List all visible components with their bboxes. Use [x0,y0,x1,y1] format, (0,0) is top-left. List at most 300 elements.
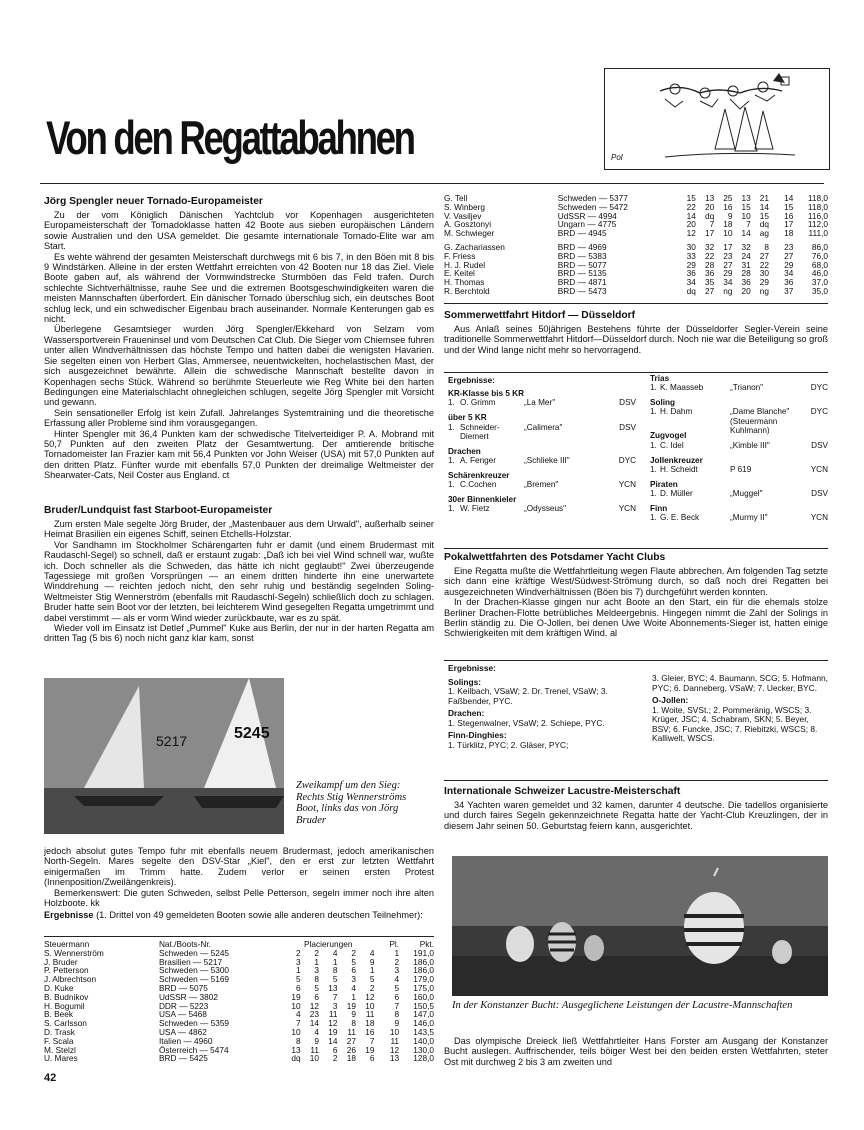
placing-cell: 8 [351,1018,356,1029]
class-heading: Piraten [650,479,678,489]
points-cell: 186,0 [413,956,434,967]
placing-cell: 11 [347,1026,356,1037]
class-heading: Jollenkreuzer [650,455,703,465]
photo-caption: Zweikampf um den Sieg: Rechts Stig Wennerströms Boot, links das von Jörg Bruder [296,780,407,826]
club: YCN [810,464,828,474]
place: 1. [650,464,657,474]
star-boats-photo [44,678,284,834]
placing-cell: 22 [686,201,696,212]
points-cell: 143,5 [413,1026,434,1037]
article-heading: Pokalwettfahrten des Potsdamer Yacht Clubs [444,552,666,563]
table-row [444,252,828,261]
boat-cell: BRD — 5075 [158,982,208,993]
results-text: 3. Gleier, BYC; 4. Baumann, SCG; 5. Hofmann, PYC; 6. Danneberg, VSaW; 7. Uecker, BYC. [652,673,828,693]
placing-cell: 1 [369,965,375,976]
table-row [44,1028,434,1037]
class-heading: Finn [650,504,668,514]
rank-cell: 18 [784,228,794,239]
lacustre-photo [452,856,828,996]
placing-cell: 15 [759,210,770,221]
placing-cell: 4 [369,947,375,958]
class-heading: Drachen [448,446,481,456]
column-header: Pl. [389,939,400,949]
rank-cell: 3 [394,965,400,976]
table-row [444,261,828,270]
skipper-cell: B. Budnikov [44,991,89,1002]
club: DYC [810,407,828,417]
rank-cell: 2 [394,956,400,967]
placing-cell: 23 [309,1009,320,1020]
placing-cell: 8 [314,974,320,985]
boat-cell: BRD — 5383 [557,250,607,261]
boat-name: „Kimble III" [730,440,770,450]
result-row [448,504,636,515]
placing-cell: ag [759,228,770,239]
club: YCN [810,513,828,523]
column-header: Nat./Boots-Nr. [158,939,212,949]
club: DSV [619,398,636,408]
placing-cell: 25 [723,193,733,203]
rank-cell: 17 [784,219,794,230]
placing-cell: 10 [723,228,733,239]
placing-cell: 18 [365,1018,375,1029]
sailboats-image [44,678,284,834]
results-label: Ergebnisse: [448,376,495,385]
skipper-cell: H. J. Rudel [444,259,486,270]
placing-cell: 1 [332,956,338,967]
place: 1. [650,440,657,450]
class-heading: Soling [650,398,676,408]
table-row [44,1054,434,1063]
table-row [444,194,828,203]
table-row [44,1019,434,1028]
placing-cell: 10 [741,210,751,221]
placing-cell: 13 [328,982,338,993]
divider [444,548,828,549]
placing-cell: 6 [351,965,356,976]
place: 1. [448,398,455,408]
placing-cell: 7 [295,1018,301,1029]
place: 1. [650,489,657,499]
placing-cell: 27 [704,285,715,296]
placing-cell: 4 [332,947,338,958]
placing-cell: 9 [351,1009,356,1020]
skipper-cell: E. Keitel [444,268,475,279]
place: 1. [650,513,657,523]
placing-cell: 10 [291,1000,301,1011]
class-heading: O-Jollen: [652,695,689,705]
placing-cell: 13 [741,193,751,203]
rank-cell: 13 [389,1053,400,1064]
skipper-cell: M. Schwieger [444,228,495,239]
table-row [44,949,434,958]
class-heading: Zugvogel [650,431,687,441]
page-number: 42 [44,1072,57,1084]
results-left-column [448,664,634,750]
rank-cell: 16 [784,210,794,221]
paragraph: jedoch absolut gutes Tempo fuhr mit ebenfalls neuem Brudermast, jedoch amerikanischen North-Segeln. Mares segelte den DSV-Star „Kiel", den er erst zur letzten Wettfahrt einigermaßen im Trimm hatte. Zudem verlor er seinen ersten Protest (Innenposition/Zweilängenkreis). [44,846,434,888]
table-row [44,993,434,1002]
paragraph: Hinter Spengler mit 36,4 Punkten kam der schwedische Titelverteidiger P. A. Mobrand mit 50,7 Punkten auf den zweiten Platz der Gesamtwertung. Der amtierende britische Tornadomeister Ian Frazier kam mit 56,4 Punkten vor John Weiser (USA) mit 57,0 Punkten auf den dritten Platz. Fünfter wurde mit ebenfalls 57,0 Punkten der dreimalige Weltmeister der Shearwater-Cats, Neil Coster aus England. ct [44,428,434,481]
placing-cell: 11 [328,1009,338,1020]
points-cell: 191,0 [413,947,434,958]
placing-cell: 14 [759,201,770,212]
club: DSV [811,440,828,450]
placing-cell: 24 [741,250,751,261]
placing-cell: 14 [686,210,696,221]
placing-cell: 13 [704,193,715,203]
placing-cell: 12 [686,228,696,239]
results-label: Ergebnisse: [448,663,496,673]
placing-cell: 8 [764,241,770,252]
skipper-cell: A. Gosztonyi [444,219,492,230]
points-cell: 186,0 [413,965,434,976]
skipper-cell: S. Carlsson [44,1018,87,1029]
rank-cell: 34 [784,268,794,279]
boat-cell: BRD — 4969 [557,241,607,252]
points-cell: 147,0 [413,1009,434,1020]
placing-cell: 29 [759,277,770,288]
placing-cell: dq [759,219,770,230]
rank-cell: 36 [784,277,794,288]
points-cell: 111,0 [808,228,828,239]
skipper-cell: F. Friess [444,250,476,261]
placing-cell: 16 [365,1026,375,1037]
boat-cell: Österreich — 5474 [158,1044,229,1055]
placing-cell: 4 [295,1009,301,1020]
article-starboot [44,505,434,644]
boat-cell: Schweden — 5300 [158,965,230,976]
table-row [44,975,434,984]
placing-cell: 29 [723,268,733,279]
placing-cell: ng [723,285,733,296]
table-row [444,229,828,238]
placing-cell: 17 [704,228,715,239]
article-heading: Bruder/Lundquist fast Starboot-Europameister [44,505,273,516]
placing-cell: 6 [332,1044,338,1055]
hitdorf-results [444,372,828,523]
points-cell: 116,0 [807,210,828,221]
placing-cell: 8 [332,965,338,976]
boat-name: „Odysseus" [524,504,567,514]
class-heading: Finn-Dinghies: [448,730,507,740]
result-row [650,489,828,500]
table-row [44,1046,434,1055]
boat-name: P 619 [730,464,752,474]
placing-cell: 26 [346,1044,356,1055]
rank-cell: 7 [394,1000,400,1011]
article-heading: Internationale Schweizer Lacustre-Meisterschaft [444,786,681,797]
rank-cell: 27 [784,250,794,261]
placing-cell: 17 [723,241,733,252]
placing-cell: 28 [704,259,715,270]
boat-cell: Schweden — 5377 [557,193,628,203]
placing-cell: 4 [314,1026,320,1037]
skipper-cell: G. Tell [444,193,468,203]
article-hitdorf [444,310,828,355]
boat-cell: BRD — 5135 [557,268,607,279]
results-text: 1. Woite, SVSt.; 2. Pommeränig, WSCS; 3. Krüger, JSC; 4. Schabram, SKN; 5. Beyer, BSV; 6. Funcke, JSC; 7. Riebitzki, WSCS; 8. Kalliwelt, WSCS. [652,704,818,743]
starboot-results-table [44,936,434,1063]
paragraph: Es wehte während der gesamten Meisterschaft durchwegs mit 6 bis 7, in den Böen mit 8 bis 9 Windstärken. Alleine in der ersten Wettfahrt erreichten von 42 Booten nur 18 das Ziel. Viele Boote gaben auf, als während der Vormwindstrecke Sturmböen das Feld trafen. Durch schlechte Sichtverhältnisse, rauhe See und die extremen Bootsgeschwindigkeiten waren die meisten Mannschaften überfordert. Ein dänischer Tornado überschlug sich, ein deutsches Boot schlug leck, und ein schwedischer Eigenbau brach auseinander. Normale Kenterungen gab es nicht. [44,251,434,325]
points-cell: 179,0 [413,974,434,985]
column-header: Steuermann [44,939,90,949]
placing-cell: 1 [314,956,320,967]
boat-name: „Bremen" [524,480,559,490]
skipper-cell: H. Thomas [444,277,485,288]
placing-cell: 3 [314,965,320,976]
skipper: K. Maasseb [660,383,704,393]
skipper-cell: J. Albrechtson [44,974,97,985]
placing-cell: 14 [309,1018,320,1029]
result-row [650,465,828,476]
class-heading: über 5 KR [448,413,487,423]
placing-cell: 31 [741,259,751,270]
boat-cell: UdSSR — 4994 [557,210,617,221]
skipper-cell: D. Kuke [44,982,74,993]
paragraph: Das olympische Dreieck ließ Wettfahrtleiter Hans Forster am Ausgang der Konstanzer Bucht auslegen. Auffrischender, teils böiger West bei den beiden ersten Wettfahrten, steter Ost mit durchweg 2 bis 3 am zweiten und [444,1036,828,1067]
boat-cell: Italien — 4960 [158,1035,213,1046]
placing-cell: 9 [314,1035,320,1046]
results-label: Ergebnisse [44,910,94,921]
placing-cell: 3 [295,956,301,967]
placing-cell: 20 [704,201,715,212]
placing-cell: 12 [365,991,375,1002]
points-cell: 175,0 [413,982,434,993]
table-row [444,278,828,287]
skipper: C. Idel [660,440,684,450]
boat-cell: BRD — 4945 [557,228,607,239]
placing-cell: 19 [365,1044,375,1055]
paragraph: Zum ersten Male segelte Jörg Bruder, der „Mastenbauer aus dem Urwald", außerhalb seiner Heimat Brasilien ein eigenes Schiff, seinen Etchells-Holzstar. [44,519,434,540]
article-starboot-continued [44,846,434,921]
placing-cell: 2 [314,947,320,958]
table-row [44,966,434,975]
points-cell: 76,0 [811,250,828,261]
boat-cell: BRD — 4871 [557,277,607,288]
rank-cell: 6 [394,991,400,1002]
class-heading: Drachen: [448,708,485,718]
sailors-cartoon [605,69,829,169]
boat-name: „Murmy II" [730,513,768,523]
placing-cell: 15 [686,193,696,203]
placing-cell: 27 [723,259,733,270]
table-row [44,1037,434,1046]
points-cell: 118,0 [807,201,828,212]
placing-cell: 22 [759,259,770,270]
skipper: W. Fietz [460,504,490,514]
sail-number: 5245 [234,725,270,742]
points-cell: 146,0 [413,1018,434,1029]
cartoon-signature: Pol [611,153,623,162]
skipper-cell: B. Beek [44,1009,74,1020]
placing-cell: 9 [369,956,375,967]
placing-cell: 36 [741,277,751,288]
article-heading: Sommerwettfahrt Hitdorf — Düsseldorf [444,310,636,321]
placing-cell: 2 [369,982,375,993]
skipper-cell: J. Bruder [44,956,78,967]
placing-cell: 7 [369,1035,375,1046]
boat-name: „Schlieke III" [524,455,570,465]
rank-cell: 11 [390,1035,400,1046]
rank-cell: 8 [394,1009,400,1020]
placing-cell: 7 [709,219,715,230]
starboot-results-continued [444,194,828,296]
article-lacustre-continued [444,1036,828,1067]
boat-cell: Ungarn — 4775 [557,219,617,230]
paragraph: Zu der vom Königlich Dänischen Yachtclub vor Kopenhagen ausgerichteten Europameisterschaft der Tornadoklasse hatten 42 Boote aus sieben europäischen Ländern sowie Australien und den USA gemeldet. Die gesamte internationale Tornado-Elite war am Start. [44,210,434,252]
paragraph: Vor Sandhamn im Stockholmer Schärengarten fuhr er damit (und einem Brudermast mit Raudaschl-Segel) so schnell, daß er erstaunt zugab: „Daß ich bei viel Wind schnell war, wußte ich. Doch schneller als die Schweden, das hätte ich nicht geglaubt!" Zwei überzeugende Tagessiege mit großen Vorsprüngen — an einem dritten hinderte ihn eine unerwartete Winddrehung — reichten jedoch nicht, den sehr ruhig und beständig segelnden Soling-Weltmeister Stig Wennerström (ebenfalls mit Raudaschl-Segeln) schließlich doch zu schlagen. Bruder hatte sein Boot vor der letzten, bei leichterem Wind gesegelten Regatta umgetrimmt und dabei verstimmt — als er vorm Wind wieder zurückbaute, war es zu spät. [44,539,434,623]
placing-cell: 13 [291,1044,301,1055]
paragraph: Bemerkenswert: Die guten Schweden, selbst Pelle Petterson, segeln immer noch ihre alten Holzboote. kk [44,887,434,909]
placing-cell: 19 [291,991,301,1002]
sail-number: 5217 [156,733,188,749]
placing-cell: 10 [291,1026,301,1037]
result-row [448,398,636,409]
skipper-cell: V. Vasiljev [444,210,482,221]
club: DSV [811,489,828,499]
placing-cell: 19 [328,1026,338,1037]
place: 1. [448,455,455,465]
results-right-column [650,374,828,524]
paragraph: In der Drachen-Klasse gingen nur acht Boote an den Start, ein für die ehemals stolze Berliner Drachen-Flotte betrübliches Meldeergebnis. Hingegen nimmt die Zahl der Solings in Berlin ständig zu. Die O-Jollen, bei denen Uwe Woite Abonnements-Sieger ist, hatten einige Schwierigkeiten mit dem kräftigen Wind. al [444,597,828,639]
placing-cell: 5 [369,974,375,985]
rank-cell: 5 [394,982,400,993]
placing-cell: 21 [759,193,770,203]
skipper: C.Cochen [460,480,497,490]
placing-cell: 2 [295,947,301,958]
skipper-cell: R. Berchtold [444,285,490,296]
skipper-cell: G. Zachariassen [444,241,505,252]
paragraph: Wieder voll im Einsatz ist Detlef „Pummel" Kuke aus Berlin, der nur in der harten Regatta am dritten Tag (5 bis 6) noch nicht ganz klar kam, sonst [44,623,434,644]
placing-cell: dq [704,210,715,221]
table-row [44,958,434,967]
placing-cell: 3 [351,974,356,985]
table-row [444,287,828,296]
class-heading: Trias [650,374,670,383]
table-row [44,984,434,993]
skipper: O. Grimm [460,398,496,408]
paragraph: 34 Yachten waren gemeldet und 32 kamen, darunter 4 deutsche. Die tadellos organisierte und durch faires Segeln gekennzeichnete Regatta hatte der Yacht-Club Kreuzlingen, der in diesem Jahr seinen 50. Geburtstag feiern kann, ausgerichtet. [444,800,828,831]
skipper-cell: P. Petterson [44,965,89,976]
placing-cell: 30 [759,268,770,279]
placing-cell: 12 [328,1018,338,1029]
divider [444,780,828,781]
skipper-cell: U. Mares [44,1053,78,1064]
class-heading: Schärenkreuzer [448,470,510,480]
result-row [448,456,636,467]
place: 1. [650,383,657,393]
placing-cell: dq [291,1053,301,1064]
boat-cell: Brasilien — 5217 [158,956,223,967]
result-row [448,480,636,491]
points-cell: 150,5 [413,1000,434,1011]
points-cell: 130,0 [413,1044,434,1055]
photo-caption: In der Konstanzer Bucht: Ausgeglichene Leistungen der Lacustre-Mannschaften [452,1000,793,1011]
club: DSV [619,422,636,432]
placing-cell: 6 [369,1053,375,1064]
boat-cell: BRD — 5077 [557,259,607,270]
table-row [444,212,828,221]
table-row [444,203,828,212]
placing-cell: 5 [295,974,301,985]
placing-cell: 20 [686,219,696,230]
placing-cell: 6 [295,982,301,993]
placing-cell: 34 [686,277,696,288]
points-cell: 160,0 [413,991,434,1002]
placing-cell: 7 [746,219,751,230]
column-header: Placierungen [304,939,353,949]
header-rule [40,183,824,184]
placing-cell: 2 [351,947,356,958]
potsdam-results [444,660,828,750]
table-row [444,269,828,278]
boat-cell: Schweden — 5472 [557,201,628,212]
table-row [444,220,828,229]
placing-cell: 5 [314,982,320,993]
rank-cell: 23 [784,241,794,252]
class-heading: Solings: [448,676,482,687]
paragraph: Eine Regatta mußte die Wettfahrtleitung wegen Flaute abbrechen. Am folgenden Tag setzte sich dann eine kräftige West/Südwest-Strömung durch, so daß noch drei Regatten bei ausgezeichneten Windverhältnissen (Böen bis 7) durchgeführt werden konnten. [444,566,828,597]
placing-cell: 36 [686,268,696,279]
results-note: (1. Drittel von 49 gemeldeten Booten sowie alle anderen deutschen Teilnehmer): [96,910,423,921]
points-cell: 112,0 [807,219,828,230]
placing-cell: 16 [723,201,733,212]
boat-name: „La Mer" [524,398,556,408]
placing-cell: 19 [346,1000,356,1011]
placing-cell: 12 [309,1000,320,1011]
placing-cell: 33 [686,250,696,261]
boat-cell: DDR — 5223 [158,1000,209,1011]
paragraph: Überlegene Gesamtsieger wurden Jörg Spengler/Ekkehard von Selzam vom Wassersportverein Fraueninsel und vom Deutschen Cat Club. Die Sieger vom Chiemsee fuhren unter allen Windverhältnissen das höchste Tempo und hatten dabei die wenigsten Havarien. Sie segelten einen von Herbert Glas, Ammersee, neuentwickelten, hochelastischen Mast, der sich ausgezeichnet bewährte. Allein die schwedische Mannschaft bestellte davon in Kopenhagen sechs Stück. Während so berühmte Steuerleute wie Reg White bei den harten Bedingungen eine Materialschlacht ohnegleichen schlugen, segelte Jörg Spengler mit Vorsicht und gewann. [44,324,434,408]
article-tornado [44,196,434,481]
boat-name: „Calimera" [524,422,563,432]
results-text: 1. Türklitz, PYC; 2. Gläser, PYC; [448,739,569,750]
skipper-cell: F. Scala [44,1035,74,1046]
rank-cell: 9 [394,1018,400,1029]
skipper: G. E. Beck [660,513,700,523]
result-row [650,383,828,394]
table-row [44,1010,434,1019]
placing-cell: 27 [759,250,770,261]
divider [444,303,828,304]
points-cell: 140,0 [413,1035,434,1046]
spinnaker-boats-image [452,856,828,996]
club: YCN [618,504,636,514]
place: 1. [448,480,455,490]
placing-cell: 23 [723,250,733,261]
club: YCN [618,480,636,490]
skipper: H. Scheidt [660,464,698,474]
placing-cell: 2 [332,1053,338,1064]
rank-cell: 14 [784,193,794,203]
boat-name: „Trianon" [730,383,764,393]
article-potsdam [444,552,828,639]
page-title: Von den Regattabahnen [46,111,414,164]
club: DYC [618,455,636,465]
placing-cell: 1 [295,965,301,976]
points-cell: 118,0 [807,193,828,203]
results-text: 1. Stegenwalner, VSaW; 2. Schiepe, PYC. [448,717,605,728]
results-left-column [448,376,636,515]
result-row [650,407,828,435]
result-row [650,441,828,452]
placing-cell: 10 [365,1000,375,1011]
rank-cell: 12 [389,1044,400,1055]
skipper-cell: S. Winberg [444,201,486,212]
placing-cell: 29 [686,259,696,270]
results-table [444,194,828,296]
